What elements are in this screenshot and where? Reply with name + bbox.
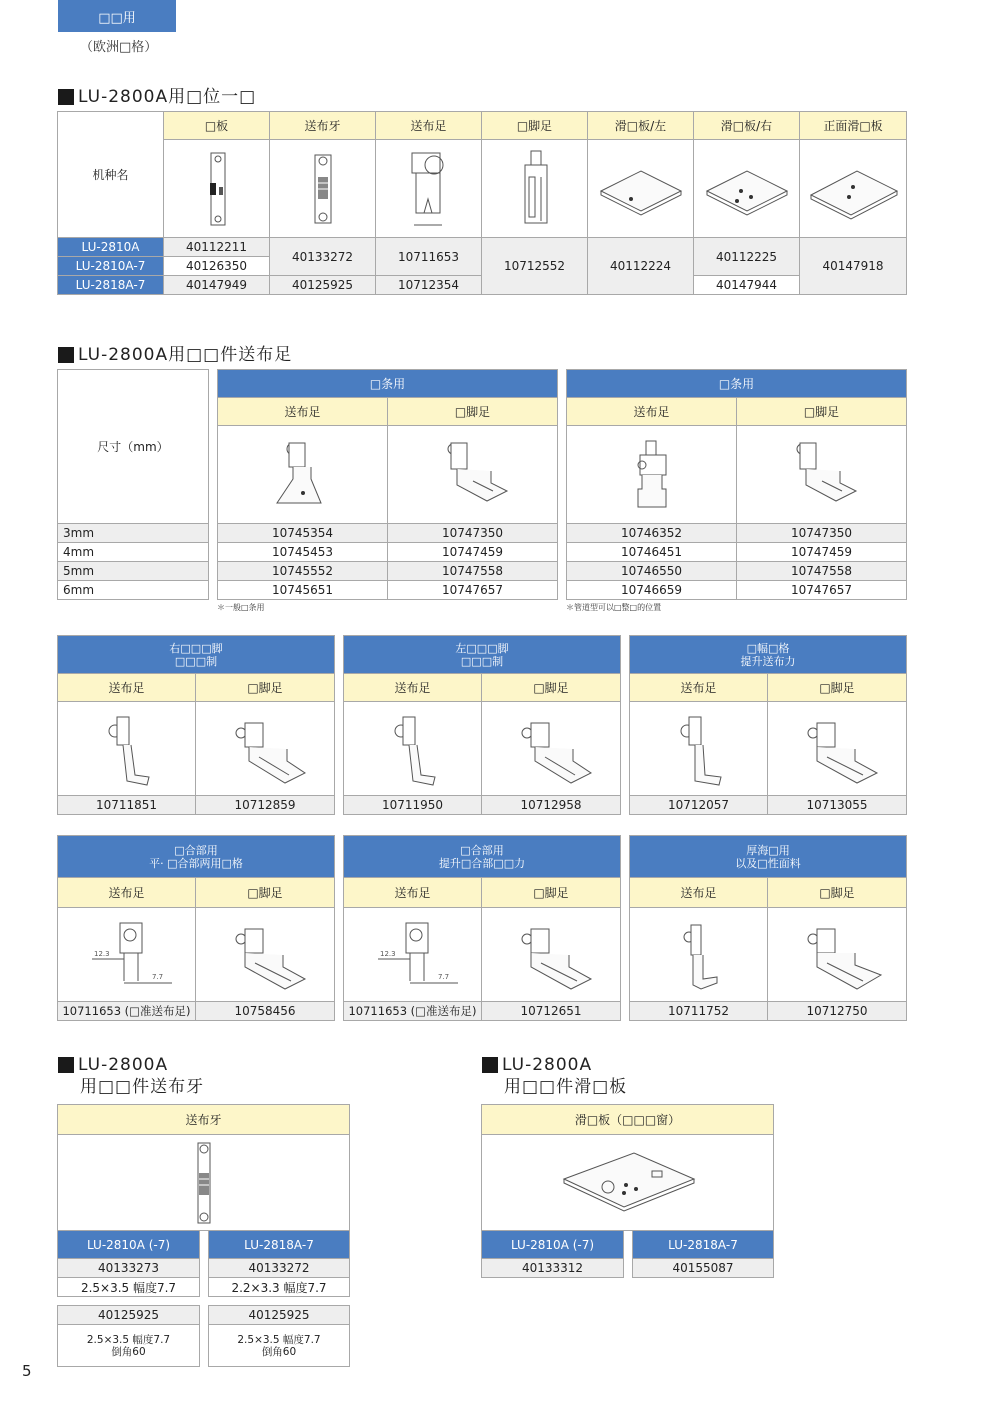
section2-group2-table <box>566 369 907 600</box>
part-code: 10747558 <box>737 562 907 581</box>
part-code: 10712750 <box>768 1002 907 1021</box>
part-code: 10747350 <box>388 524 558 543</box>
section4-model-b <box>632 1230 774 1278</box>
feed-foot-image <box>376 140 482 238</box>
part-code: 10711851 <box>58 796 196 815</box>
col-header: □脚足 <box>196 878 335 908</box>
part-code: 10712958 <box>482 796 621 815</box>
part-code: 10758456 <box>196 1002 335 1021</box>
part-code: 10713055 <box>768 796 907 815</box>
col-header: □脚足 <box>482 112 588 140</box>
section-bullet-icon <box>58 1057 74 1073</box>
part-code: 10745651 <box>218 581 388 600</box>
presser-foot-image <box>768 702 907 796</box>
part-code: 10747558 <box>388 562 558 581</box>
part-code: 10712057 <box>630 796 768 815</box>
col-header: 送布牙 <box>270 112 376 140</box>
row-label: 机种名 <box>58 112 164 238</box>
section3-title: LU-2800A 用□□件送布牙 <box>58 1054 204 1098</box>
feed-foot-diagram-image <box>344 908 482 1002</box>
part-code: 40133272 <box>270 238 376 276</box>
part-code: 40112225 <box>694 238 800 276</box>
presser-foot-image <box>768 908 907 1002</box>
panel-seam-lift <box>343 835 621 1021</box>
part-code: 10745453 <box>218 543 388 562</box>
section3-table <box>57 1104 350 1231</box>
col-header: 滑□板/右 <box>694 112 800 140</box>
section2-title: LU-2800A用□□件送布足 <box>58 344 292 366</box>
slide-plate-right-image <box>694 140 800 238</box>
model-label: LU-2810A (-7) <box>58 1231 200 1259</box>
svg-text:12.3: 12.3 <box>379 949 396 958</box>
panel-title-line1: □合部用 <box>174 843 218 857</box>
part-code: 10746659 <box>567 581 737 600</box>
page-number: 5 <box>22 1362 32 1380</box>
panel-title-line1: 左□□□脚 <box>455 641 509 655</box>
needle-plate-image <box>164 140 270 238</box>
col-header: □脚足 <box>196 674 335 702</box>
part-code: 10711653 <box>376 238 482 276</box>
part-code: 10747657 <box>388 581 558 600</box>
part-code: 40155087 <box>633 1259 774 1278</box>
presser-foot-image <box>196 702 335 796</box>
col-header: 滑□板/左 <box>588 112 694 140</box>
panel-width-spec <box>629 635 907 815</box>
section3-alt-a <box>57 1305 200 1367</box>
col-header: 送布足 <box>58 878 196 908</box>
category-tab: □□用 <box>58 0 176 32</box>
panel-title-line2: 以及□性面料 <box>735 856 801 870</box>
part-code: 10711653 (□准送布足) <box>58 1002 196 1021</box>
spec-text: 2.5×3.5 幅度7.7 <box>86 1333 171 1346</box>
part-code: 40125925 <box>209 1306 350 1325</box>
part-code: 10747350 <box>737 524 907 543</box>
section4-title: LU-2800A 用□□件滑□板 <box>482 1054 627 1098</box>
section3-model-b <box>208 1230 350 1297</box>
section-bullet-icon <box>482 1057 498 1073</box>
part-code: 10711950 <box>344 796 482 815</box>
part-code: 10745354 <box>218 524 388 543</box>
feed-foot-image <box>630 908 768 1002</box>
presser-foot-image <box>482 702 621 796</box>
svg-text:7.7: 7.7 <box>151 972 163 981</box>
section2-size-table <box>57 369 209 600</box>
spec-text: 倒角60 <box>111 1345 146 1358</box>
part-code: 40125925 <box>58 1306 200 1325</box>
part-code: 10745552 <box>218 562 388 581</box>
panel-title-line1: □合部用 <box>460 843 504 857</box>
part-code: 10712859 <box>196 796 335 815</box>
part-code: 10712552 <box>482 238 588 295</box>
feed-foot-image <box>58 702 196 796</box>
size-value: 4mm <box>58 543 209 562</box>
part-code: 40147944 <box>694 276 800 295</box>
feed-foot-image <box>218 426 388 524</box>
col-header: □脚足 <box>768 878 907 908</box>
size-value: 6mm <box>58 581 209 600</box>
model-label: LU-2810A <box>58 238 164 257</box>
spec-text: 倒角60 <box>261 1345 297 1358</box>
model-label: LU-2818A-7 <box>633 1231 774 1259</box>
feed-foot-diagram-image <box>58 908 196 1002</box>
part-code: 40147949 <box>164 276 270 295</box>
part-code: 40133272 <box>209 1259 350 1278</box>
col-header: 送布足 <box>630 878 768 908</box>
section3-model-a <box>57 1230 200 1297</box>
feed-dog-image <box>58 1135 350 1231</box>
panel-heavy-material <box>629 835 907 1021</box>
section1-title: LU-2800A用□位一□ <box>58 86 256 108</box>
col-header: 送布足 <box>58 674 196 702</box>
part-code: 10746550 <box>567 562 737 581</box>
col-header: □脚足 <box>388 398 558 426</box>
panel-left-edge <box>343 635 621 815</box>
model-label: LU-2810A-7 <box>58 257 164 276</box>
section-bullet-icon <box>58 347 74 363</box>
part-code: 40133312 <box>482 1259 624 1278</box>
panel-title-line1: □幅□格 <box>746 641 790 655</box>
section4-table <box>481 1104 774 1231</box>
slide-plate-left-image <box>588 140 694 238</box>
col-header: □脚足 <box>482 878 621 908</box>
part-code: 40133273 <box>58 1259 200 1278</box>
slide-plate-image <box>482 1135 774 1231</box>
model-label: LU-2818A-7 <box>58 276 164 295</box>
col-header: □脚足 <box>768 674 907 702</box>
note-right: ＊管道型可以□整□的位置 <box>566 603 662 612</box>
part-code: 10747459 <box>388 543 558 562</box>
part-code: 40147918 <box>800 238 907 295</box>
part-code: 40125925 <box>270 276 376 295</box>
category-subtitle: （欧洲□格） <box>80 40 158 55</box>
spec-text: 2.5×3.5 幅度7.7 <box>58 1278 200 1297</box>
part-code: 10747657 <box>737 581 907 600</box>
panel-title-line1: 右□□□脚 <box>169 641 223 655</box>
panel-title-line2: □□□制 <box>460 654 504 668</box>
part-code: 40112211 <box>164 238 270 257</box>
front-slide-plate-image <box>800 140 907 238</box>
model-label: LU-2818A-7 <box>209 1231 350 1259</box>
section3-alt-b <box>208 1305 350 1367</box>
panel-title-line2: 平· □合部两用□格 <box>149 856 243 870</box>
part-code: 10747459 <box>737 543 907 562</box>
note-left: ＊一般□条用 <box>217 603 265 612</box>
col-header: 送布足 <box>218 398 388 426</box>
section1-table <box>57 111 907 295</box>
feed-foot-image <box>567 426 737 524</box>
size-value: 3mm <box>58 524 209 543</box>
panel-title-line1: 厚海□用 <box>746 843 790 857</box>
group-header: □条用 <box>567 370 907 398</box>
part-code: 10711653 (□准送布足) <box>344 1002 482 1021</box>
presser-foot-image <box>737 426 907 524</box>
col-header: 送布足 <box>630 674 768 702</box>
size-label: 尺寸（mm） <box>58 370 209 524</box>
presser-foot-image <box>388 426 558 524</box>
part-code: 40126350 <box>164 257 270 276</box>
part-code: 10712354 <box>376 276 482 295</box>
panel-title-line2: □□□制 <box>174 654 218 668</box>
panel-seam-flat <box>57 835 335 1021</box>
col-header: □脚足 <box>482 674 621 702</box>
part-code: 40112224 <box>588 238 694 295</box>
part-code: 10746352 <box>567 524 737 543</box>
panel-title-line2: 提升□合部□□力 <box>438 856 526 870</box>
presser-foot-image <box>196 908 335 1002</box>
col-header: 送布牙 <box>58 1105 350 1135</box>
presser-foot-image <box>482 140 588 238</box>
feed-foot-image <box>630 702 768 796</box>
presser-foot-image <box>482 908 621 1002</box>
col-header: 正面滑□板 <box>800 112 907 140</box>
part-code: 10746451 <box>567 543 737 562</box>
col-header: 送布足 <box>344 674 482 702</box>
feed-foot-image <box>344 702 482 796</box>
spec-text: 2.5×3.5 幅度7.7 <box>237 1333 321 1346</box>
svg-text:7.7: 7.7 <box>437 972 449 981</box>
panel-right-edge <box>57 635 335 815</box>
svg-text:12.3: 12.3 <box>93 949 110 958</box>
col-header: □脚足 <box>737 398 907 426</box>
feed-dog-image <box>270 140 376 238</box>
panel-title-line2: 提升送布力 <box>740 654 796 668</box>
group-header: □条用 <box>218 370 558 398</box>
spec-text: 2.2×3.3 幅度7.7 <box>209 1278 350 1297</box>
col-header: 送布足 <box>376 112 482 140</box>
col-header: 送布足 <box>567 398 737 426</box>
section4-model-a <box>481 1230 624 1278</box>
col-header: 送布足 <box>344 878 482 908</box>
part-code: 10711752 <box>630 1002 768 1021</box>
size-value: 5mm <box>58 562 209 581</box>
model-label: LU-2810A (-7) <box>482 1231 624 1259</box>
section2-group1-table <box>217 369 558 600</box>
col-header: □板 <box>164 112 270 140</box>
section-bullet-icon <box>58 89 74 105</box>
part-code: 10712651 <box>482 1002 621 1021</box>
col-header: 滑□板（□□□窗） <box>482 1105 774 1135</box>
